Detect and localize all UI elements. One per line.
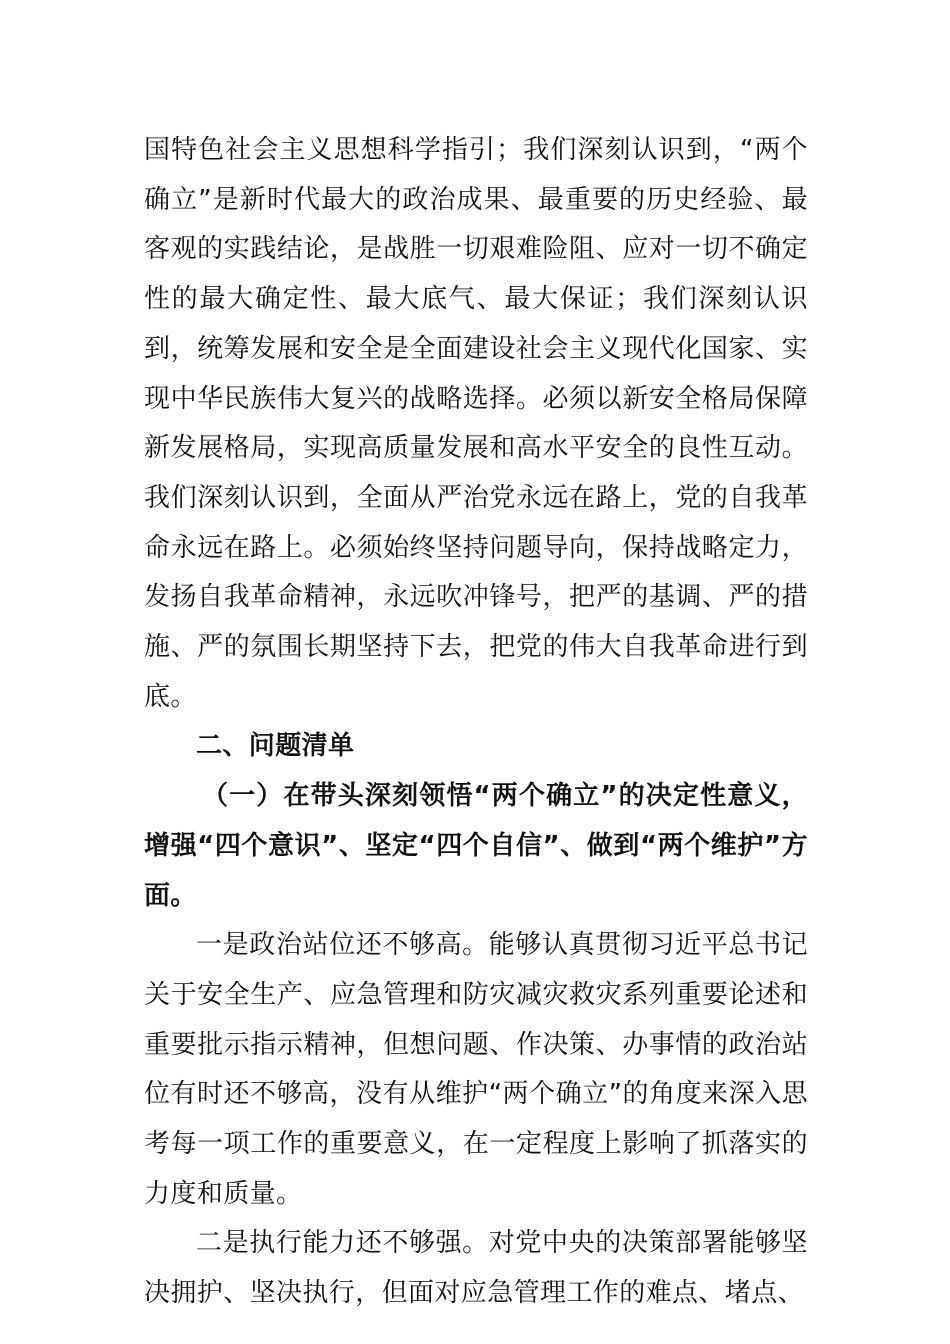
document-body	[144, 126, 808, 1319]
body-paragraph-continued: 国特色社会主义思想科学指引；我们深刻认识到，“两个确立”是新时代最大的政治成果、最重要的历史经验、最客观的实践结论，是战胜一切艰难险阻、应对一切不确定性的最大确定性、最大底气、最大保证；我们深刻认识到，统筹发展和安全是全面建设社会主义现代化国家、实现中华民族伟大复兴的战略选择。必须以新安全格局保障新发展格局，实现高质量发展和高水平安全的良性互动。我们深刻认识到，全面从严治党永远在路上，党的自我革命永远在路上。必须始终坚持问题导向，保持战略定力，发扬自我革命精神，永远吹冲锋号，把严的基调、严的措施、严的氛围长期坚持下去，把党的伟大自我革命进行到底。	[144, 135, 808, 712]
body-paragraph-political-stance: 一是政治站位还不够高。能够认真贯彻习近平总书记关于安全生产、应急管理和防灾减灾救灾系列重要论述和重要批示指示精神，但想问题、作决策、办事情的政治站位有时还不够高，没有从维护“两个确立”的角度来深入思考每一项工作的重要意义，在一定程度上影响了抓落实的力度和质量。	[144, 930, 808, 1209]
subsection-heading-1: （一）在带头深刻领悟“两个确立”的决定性意义，增强“四个意识”、坚定“四个自信”、做到“两个维护”方面。	[144, 781, 808, 911]
section-heading-problem-list: 二、问题清单	[196, 731, 355, 762]
body-paragraph-execution: 二是执行能力还不够强。对党中央的决策部署能够坚决拥护、坚决执行，但面对应急管理工作的难点、堵点、	[144, 1228, 808, 1309]
